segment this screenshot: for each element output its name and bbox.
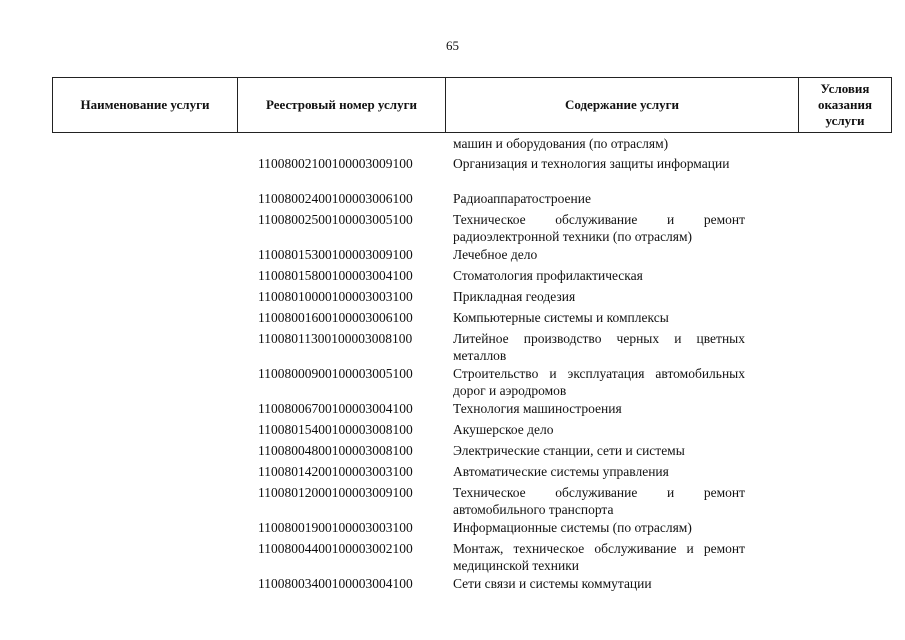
registry-number: 11008000900100003005100 [258, 366, 413, 381]
service-content: Строительство и эксплуатация автомобильных дорог и аэродромов [453, 366, 745, 398]
registry-number: 11008002400100003006100 [258, 191, 413, 206]
header-service-name: Наименование услуги [53, 78, 238, 132]
service-content: Техническое обслуживание и ремонт автомобильного транспорта [453, 485, 745, 517]
service-content: Технология машиностроения [453, 401, 622, 416]
registry-number: 11008011300100003008100 [258, 331, 413, 346]
registry-number: 11008010000100003003100 [258, 289, 413, 304]
service-content: Организация и технология защиты информации [453, 156, 730, 171]
service-content: Прикладная геодезия [453, 289, 576, 304]
service-content: Электрические станции, сети и системы [453, 443, 685, 458]
registry-number: 11008002100100003009100 [258, 156, 413, 171]
registry-number: 11008014200100003003100 [258, 464, 413, 479]
service-content: Техническое обслуживание и ремонт радиоэлектронной техники (по отраслям) [453, 212, 745, 244]
registry-number: 11008003400100003004100 [258, 576, 413, 591]
service-content: Монтаж, техническое обслуживание и ремонт медицинской техники [453, 541, 745, 573]
service-content: Лечебное дело [453, 247, 538, 262]
page-number: 65 [446, 38, 459, 53]
registry-number: 11008004800100003008100 [258, 443, 413, 458]
service-content: Акушерское дело [453, 422, 554, 437]
service-content: Литейное производство черных и цветных металлов [453, 331, 745, 363]
registry-number: 11008015400100003008100 [258, 422, 413, 437]
header-registry-number: Реестровый номер услуги [238, 78, 446, 132]
continuation-text: машин и оборудования (по отраслям) [453, 136, 669, 151]
registry-number: 11008001900100003003100 [258, 520, 413, 535]
service-content: Радиоаппаратостроение [453, 191, 591, 206]
service-content: Компьютерные системы и комплексы [453, 310, 669, 325]
registry-number: 11008012000100003009100 [258, 485, 413, 500]
registry-number: 11008004400100003002100 [258, 541, 413, 556]
registry-number: 11008015800100003004100 [258, 268, 413, 283]
service-content: Стоматология профилактическая [453, 268, 643, 283]
registry-number: 11008002500100003005100 [258, 212, 413, 227]
registry-number: 11008006700100003004100 [258, 401, 413, 416]
service-content: Информационные системы (по отраслям) [453, 520, 692, 535]
header-service-conditions: Условия оказания услуги [817, 81, 873, 128]
table-header [52, 77, 892, 133]
header-service-content: Содержание услуги [446, 78, 799, 132]
service-content: Автоматические системы управления [453, 464, 669, 479]
registry-number: 11008015300100003009100 [258, 247, 413, 262]
service-content: Сети связи и системы коммутации [453, 576, 652, 591]
registry-number: 11008001600100003006100 [258, 310, 413, 325]
